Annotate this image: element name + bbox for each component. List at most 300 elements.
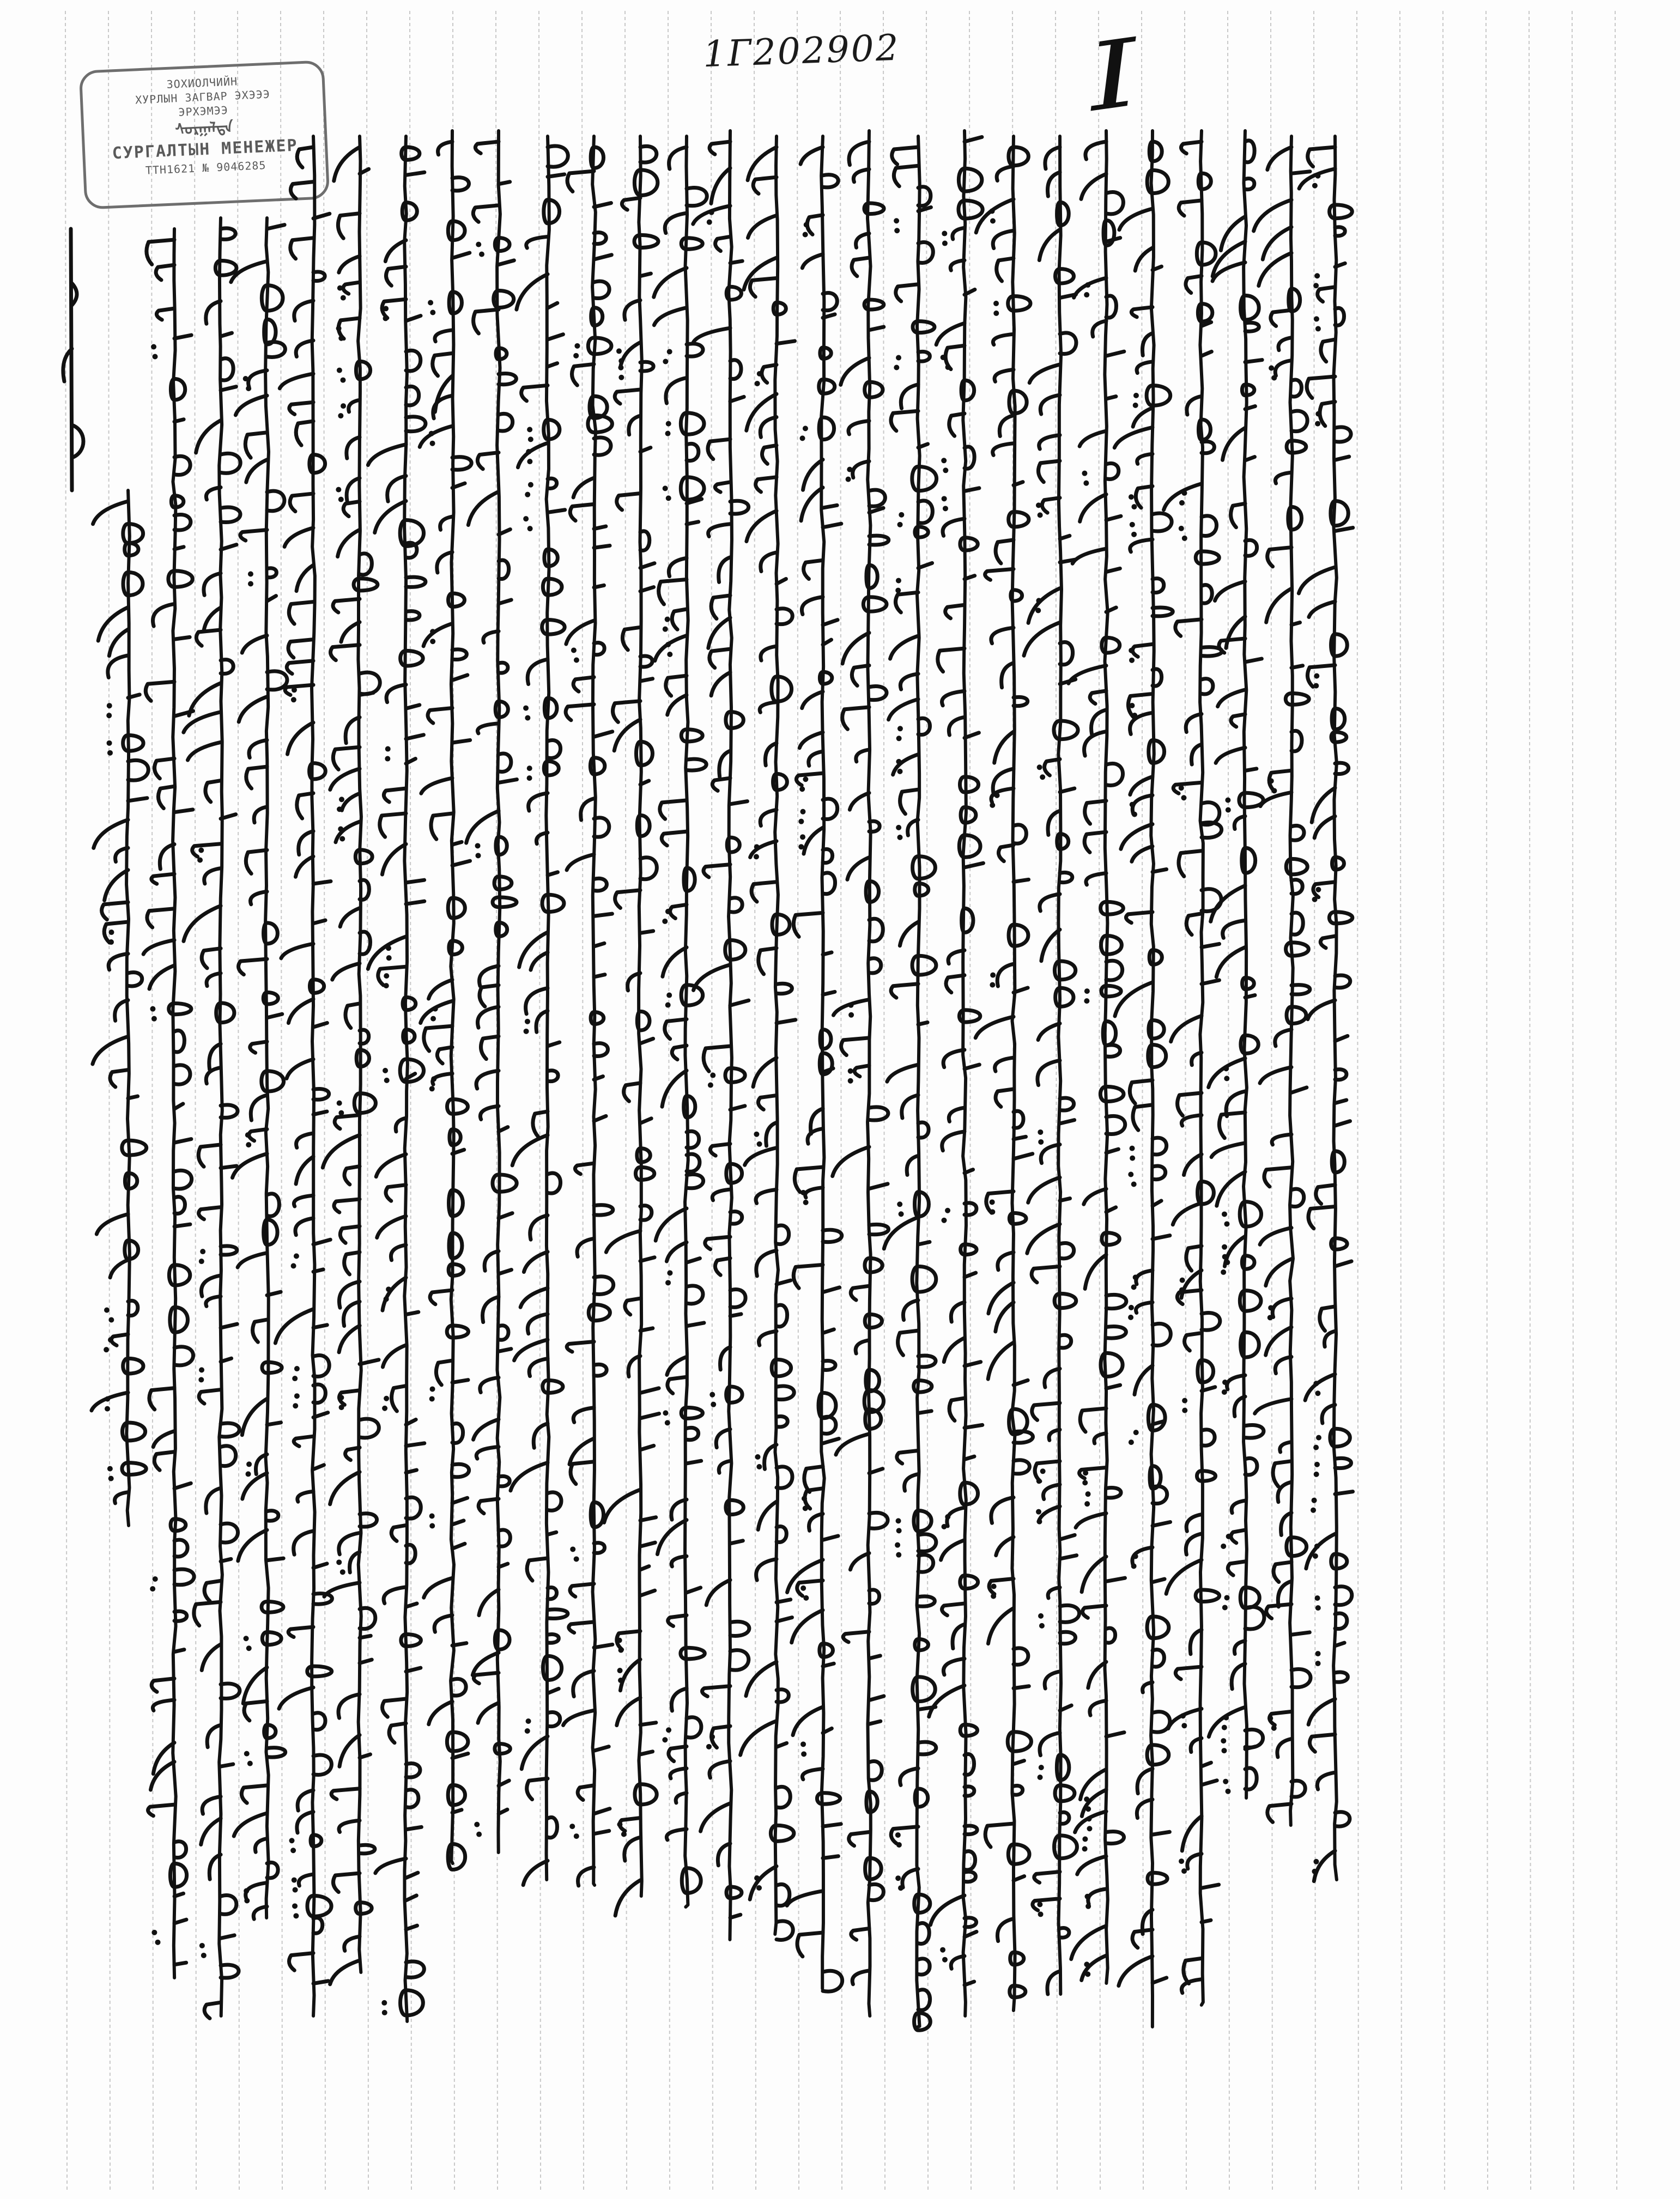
script-dot <box>569 1824 575 1829</box>
script-dot <box>1179 1858 1184 1864</box>
script-dot <box>246 1461 252 1467</box>
script-glyph-stroke <box>192 844 221 856</box>
script-glyph-stroke <box>936 323 965 344</box>
script-dot <box>1040 774 1045 780</box>
script-glyph-stroke <box>474 1673 499 1684</box>
script-glyph-stroke <box>344 1936 360 1951</box>
script-glyph-stroke <box>594 914 612 916</box>
script-dot <box>942 496 947 501</box>
script-glyph-stroke <box>712 1189 730 1200</box>
script-glyph-stroke <box>1135 1365 1153 1394</box>
script-glyph-stroke <box>918 1242 930 1244</box>
script-glyph-stroke <box>406 1470 417 1473</box>
script-glyph-stroke <box>996 1089 1014 1107</box>
script-column-spine <box>126 490 130 1526</box>
script-glyph-stroke <box>703 865 730 877</box>
script-glyph-stroke <box>448 1264 464 1275</box>
script-dot <box>1035 608 1041 613</box>
script-glyph-stroke <box>360 672 380 694</box>
script-glyph-stroke <box>1028 1177 1060 1202</box>
script-glyph-stroke <box>153 1700 174 1710</box>
script-glyph-stroke <box>706 1580 730 1605</box>
script-glyph-stroke <box>573 677 594 691</box>
script-glyph-stroke <box>254 807 267 823</box>
script-glyph-stroke <box>1287 441 1306 453</box>
script-glyph-stroke <box>262 1632 281 1645</box>
script-glyph-stroke <box>290 182 313 199</box>
script-dot <box>942 1957 948 1963</box>
script-glyph-stroke <box>267 225 284 229</box>
script-glyph-stroke <box>708 618 730 648</box>
script-glyph-stroke <box>1014 1648 1028 1665</box>
script-glyph-stroke <box>802 1769 823 1779</box>
script-glyph-stroke <box>730 1650 749 1670</box>
script-glyph-stroke <box>298 1491 313 1502</box>
script-glyph-stroke <box>544 200 560 223</box>
script-glyph-stroke <box>174 1104 183 1109</box>
script-glyph-stroke <box>951 1302 965 1322</box>
script-glyph-stroke <box>275 1309 313 1343</box>
script-dot <box>1086 1816 1091 1821</box>
script-glyph-stroke <box>640 931 653 933</box>
script-glyph-stroke <box>759 1331 777 1345</box>
script-dot <box>1313 683 1319 689</box>
script-dot <box>1224 1595 1230 1600</box>
script-glyph-stroke <box>1272 1298 1291 1317</box>
script-glyph-stroke <box>787 1891 823 1906</box>
script-glyph-stroke <box>493 1175 517 1192</box>
script-glyph-stroke <box>1202 1885 1219 1888</box>
script-glyph-stroke <box>1175 1667 1202 1679</box>
script-glyph-stroke <box>448 898 465 918</box>
script-glyph-stroke <box>1173 1203 1202 1225</box>
script-glyph-stroke <box>1094 1433 1106 1443</box>
script-dot <box>201 1953 207 1958</box>
script-dot <box>1314 273 1320 278</box>
script-dot <box>384 1396 389 1401</box>
script-dot <box>1131 1563 1137 1569</box>
stamp-code: ТТН1621 № 9046285 <box>145 159 266 177</box>
script-dot <box>990 1209 995 1214</box>
script-glyph-stroke <box>571 1462 594 1484</box>
script-glyph-stroke <box>997 964 1014 986</box>
script-dot <box>801 1751 806 1757</box>
script-glyph-stroke <box>313 272 325 281</box>
script-dot <box>527 427 532 432</box>
script-dot <box>895 1832 901 1838</box>
script-glyph-stroke <box>221 507 240 522</box>
script-dot <box>1314 673 1319 679</box>
script-glyph-stroke <box>1271 310 1291 326</box>
script-dot <box>1222 1605 1228 1610</box>
script-glyph-stroke <box>745 1148 777 1165</box>
script-glyph-stroke <box>853 169 869 182</box>
script-glyph-stroke <box>377 1216 406 1237</box>
script-glyph-stroke <box>1008 1844 1029 1864</box>
script-dot <box>108 939 114 945</box>
script-glyph-stroke <box>629 416 640 435</box>
script-glyph-stroke <box>1242 385 1254 396</box>
script-glyph-stroke <box>548 1712 560 1727</box>
script-glyph-stroke <box>797 1933 823 1957</box>
script-glyph-stroke <box>1060 1098 1074 1110</box>
script-glyph-stroke <box>988 1343 1014 1379</box>
script-glyph-stroke <box>895 592 918 612</box>
script-glyph-stroke <box>942 1603 965 1615</box>
script-glyph-stroke <box>666 1242 687 1261</box>
script-glyph-stroke <box>406 577 426 587</box>
script-glyph-stroke <box>1202 516 1217 536</box>
script-glyph-stroke <box>174 1030 184 1052</box>
script-glyph-stroke <box>842 707 869 730</box>
script-glyph-stroke <box>566 621 594 644</box>
script-dot <box>338 1395 344 1400</box>
script-dot <box>667 652 672 657</box>
script-glyph-stroke <box>849 142 869 165</box>
script-glyph-stroke <box>1307 665 1335 687</box>
script-glyph-stroke <box>912 956 936 975</box>
script-glyph-stroke <box>1245 323 1259 331</box>
script-dot <box>1084 988 1090 994</box>
script-dot <box>848 1078 853 1084</box>
script-glyph-stroke <box>918 242 933 263</box>
script-glyph-stroke <box>682 1868 701 1893</box>
script-glyph-stroke <box>730 801 747 804</box>
script-dot <box>666 993 672 998</box>
script-glyph-stroke <box>1197 1471 1215 1481</box>
script-glyph-stroke <box>429 980 452 999</box>
script-dot <box>803 426 808 431</box>
script-dot <box>993 311 999 316</box>
script-glyph-stroke <box>221 1523 238 1542</box>
script-dot <box>1223 1715 1229 1721</box>
script-glyph-stroke <box>1135 248 1153 271</box>
script-dot <box>1313 1445 1319 1450</box>
script-dot <box>755 381 760 386</box>
script-dot <box>1130 1146 1135 1151</box>
script-glyph-stroke <box>1011 590 1022 601</box>
script-glyph-stroke <box>594 1277 614 1295</box>
script-dot <box>1085 1491 1091 1497</box>
script-glyph-stroke <box>475 142 499 153</box>
script-glyph-stroke <box>531 952 548 970</box>
script-glyph-stroke <box>1121 824 1153 849</box>
script-glyph-stroke <box>174 547 184 549</box>
script-dot <box>804 222 809 228</box>
script-glyph-stroke <box>1084 1189 1106 1204</box>
script-glyph-stroke <box>524 1252 548 1272</box>
script-glyph-stroke <box>622 627 640 650</box>
script-dot <box>199 1259 204 1264</box>
script-glyph-stroke <box>104 922 128 943</box>
script-dot <box>1315 1595 1320 1601</box>
script-dot <box>1036 1509 1041 1515</box>
script-glyph-stroke <box>447 1099 468 1114</box>
script-glyph-stroke <box>267 491 284 511</box>
script-glyph-stroke <box>431 813 452 839</box>
script-dot <box>755 1454 761 1460</box>
script-dot <box>151 344 156 349</box>
script-glyph-stroke <box>1202 1430 1215 1445</box>
script-glyph-stroke <box>866 565 877 588</box>
script-glyph-stroke <box>221 228 235 239</box>
script-dot <box>1271 1726 1277 1731</box>
script-glyph-stroke <box>624 300 640 320</box>
script-glyph-stroke <box>1186 1534 1202 1554</box>
script-glyph-stroke <box>1266 1259 1291 1286</box>
script-dot <box>709 1392 715 1398</box>
script-dot <box>896 1528 902 1533</box>
script-glyph-stroke <box>1202 647 1222 656</box>
script-glyph-stroke <box>1335 1036 1348 1041</box>
script-dot <box>798 844 804 849</box>
script-dot <box>799 786 805 792</box>
script-glyph-stroke <box>1055 1785 1075 1801</box>
script-dot <box>1130 522 1135 527</box>
script-glyph-stroke <box>985 569 1014 580</box>
script-glyph-stroke <box>654 268 687 297</box>
script-glyph-stroke <box>1245 1747 1256 1750</box>
script-glyph-stroke <box>526 988 548 1014</box>
script-glyph-stroke <box>666 1829 687 1840</box>
script-glyph-stroke <box>336 822 360 842</box>
script-glyph-stroke <box>527 1314 548 1334</box>
script-dot <box>246 1142 251 1147</box>
script-glyph-stroke <box>1171 1016 1202 1041</box>
script-dot <box>1223 1779 1228 1784</box>
script-glyph-stroke <box>999 415 1014 436</box>
script-glyph-stroke <box>1147 1617 1169 1638</box>
script-glyph-stroke <box>581 799 594 820</box>
script-glyph-stroke <box>758 1095 777 1109</box>
script-glyph-stroke <box>1106 351 1124 356</box>
script-glyph-stroke <box>548 1173 561 1193</box>
script-glyph-stroke <box>1153 1579 1165 1582</box>
script-dot <box>248 571 253 576</box>
script-glyph-stroke <box>548 174 565 177</box>
script-glyph-stroke <box>1060 1243 1074 1259</box>
script-glyph-stroke <box>907 1156 918 1175</box>
script-glyph-stroke <box>1219 1113 1245 1138</box>
script-dot <box>384 983 389 988</box>
script-glyph-stroke <box>625 1298 640 1315</box>
script-dot <box>104 1307 110 1313</box>
script-glyph-stroke <box>997 258 1014 281</box>
script-glyph-stroke <box>391 1245 406 1260</box>
script-dot <box>200 1249 205 1254</box>
script-glyph-stroke <box>149 1388 174 1410</box>
script-glyph-stroke <box>94 820 128 848</box>
script-glyph-stroke <box>777 1417 787 1427</box>
script-dot <box>896 759 901 764</box>
script-dot <box>338 497 344 502</box>
script-dot <box>1226 1789 1231 1794</box>
script-glyph-stroke <box>823 873 835 894</box>
script-dot <box>431 1076 436 1082</box>
script-glyph-stroke <box>716 1429 730 1448</box>
script-dot <box>526 1718 531 1724</box>
script-dot <box>1222 1254 1228 1260</box>
script-dot <box>290 1848 296 1853</box>
script-dot <box>1224 1076 1229 1081</box>
script-dot <box>244 1751 250 1757</box>
script-glyph-stroke <box>313 1269 323 1272</box>
script-glyph-stroke <box>294 1531 313 1554</box>
script-glyph-stroke <box>1014 1785 1023 1795</box>
script-glyph-stroke <box>1309 1734 1335 1752</box>
script-dot <box>150 1586 155 1591</box>
script-glyph-stroke <box>914 2013 931 2030</box>
script-glyph-stroke <box>1106 1628 1115 1643</box>
script-glyph-stroke <box>1071 1926 1106 1959</box>
script-glyph-stroke <box>400 1059 423 1082</box>
script-glyph-stroke <box>448 1785 465 1805</box>
script-glyph-stroke <box>660 800 687 819</box>
script-glyph-stroke <box>1060 1556 1077 1559</box>
script-glyph-stroke <box>620 1660 640 1691</box>
script-glyph-stroke <box>473 205 499 222</box>
script-glyph-stroke <box>429 1702 452 1724</box>
script-dot <box>1084 1894 1090 1899</box>
script-glyph-stroke <box>1202 980 1219 984</box>
script-dot <box>107 703 112 708</box>
script-glyph-stroke <box>1136 1271 1153 1284</box>
script-glyph-stroke <box>993 334 1014 344</box>
script-glyph-stroke <box>1147 385 1170 405</box>
script-glyph-stroke <box>123 572 143 595</box>
script-glyph-stroke <box>499 780 517 783</box>
script-glyph-stroke <box>378 967 406 985</box>
script-dot <box>1315 1661 1321 1666</box>
script-glyph-stroke <box>777 1020 796 1023</box>
script-glyph-stroke <box>433 353 452 375</box>
script-glyph-stroke <box>1153 608 1173 616</box>
script-glyph-stroke <box>1202 1781 1217 1785</box>
script-glyph-stroke <box>594 1747 609 1751</box>
script-glyph-stroke <box>342 793 360 810</box>
script-glyph-stroke <box>529 1359 548 1376</box>
script-glyph-stroke <box>1272 1134 1291 1145</box>
script-dot <box>248 581 253 586</box>
script-glyph-stroke <box>1136 1302 1153 1313</box>
script-dot <box>386 1286 391 1292</box>
script-glyph-stroke <box>750 841 777 858</box>
script-glyph-stroke <box>251 1095 267 1120</box>
script-glyph-stroke <box>480 1377 499 1392</box>
script-glyph-stroke <box>1153 513 1172 531</box>
script-dot <box>244 1888 249 1894</box>
script-glyph-stroke <box>221 1965 239 1978</box>
script-glyph-stroke <box>570 1584 594 1597</box>
script-glyph-stroke <box>406 1827 421 1830</box>
script-glyph-stroke <box>512 1135 548 1165</box>
script-glyph-stroke <box>1181 1271 1202 1298</box>
script-dot <box>429 1513 435 1518</box>
script-glyph-stroke <box>1056 988 1073 1006</box>
script-dot <box>1179 785 1184 791</box>
script-dot <box>709 1734 715 1740</box>
script-glyph-stroke <box>452 1464 469 1477</box>
script-glyph-stroke <box>1196 1590 1220 1602</box>
script-dot <box>1182 536 1187 541</box>
script-glyph-stroke <box>900 789 918 814</box>
script-glyph-stroke <box>340 1226 360 1243</box>
script-glyph-stroke <box>1132 846 1153 861</box>
script-glyph-stroke <box>1002 663 1014 688</box>
script-glyph-stroke <box>902 1095 918 1118</box>
script-glyph-stroke <box>1014 879 1029 882</box>
script-glyph-stroke <box>543 1380 563 1393</box>
script-glyph-stroke <box>384 1587 406 1603</box>
script-glyph-stroke <box>548 872 557 876</box>
script-glyph-stroke <box>548 1609 568 1619</box>
script-dot <box>428 300 433 305</box>
script-glyph-stroke <box>918 1596 935 1606</box>
script-glyph-stroke <box>1264 1168 1291 1187</box>
script-glyph-stroke <box>480 985 499 1006</box>
script-glyph-stroke <box>620 1818 640 1831</box>
script-glyph-stroke <box>221 1935 234 1938</box>
script-glyph-stroke <box>719 751 730 777</box>
script-dot <box>943 506 948 511</box>
script-glyph-stroke <box>1090 1700 1106 1715</box>
script-glyph-stroke <box>478 1703 499 1723</box>
script-glyph-stroke <box>687 1588 701 1593</box>
script-glyph-stroke <box>897 1450 918 1463</box>
script-glyph-stroke <box>110 1260 128 1277</box>
script-glyph-stroke <box>285 685 313 695</box>
script-glyph-stroke <box>1054 721 1078 739</box>
script-glyph-stroke <box>730 898 742 912</box>
script-glyph-stroke <box>1245 1425 1264 1438</box>
script-glyph-stroke <box>941 1540 965 1560</box>
script-glyph-stroke <box>617 1698 640 1726</box>
script-glyph-stroke <box>335 1115 360 1128</box>
script-glyph-stroke <box>313 1981 328 1984</box>
script-dot <box>197 858 203 863</box>
script-glyph-stroke <box>1335 1261 1351 1266</box>
script-glyph-stroke <box>128 798 147 801</box>
script-glyph-stroke <box>481 1036 499 1059</box>
script-glyph-stroke <box>452 1753 468 1758</box>
script-dot <box>108 1476 114 1481</box>
script-dot <box>294 1393 300 1399</box>
script-glyph-stroke <box>330 1472 360 1504</box>
script-dot <box>1036 502 1041 508</box>
script-glyph-stroke <box>452 1498 468 1503</box>
script-glyph-stroke <box>1153 869 1167 872</box>
script-glyph-stroke <box>438 142 452 155</box>
script-glyph-stroke <box>1032 1403 1060 1420</box>
script-glyph-stroke <box>741 1721 777 1755</box>
script-glyph-stroke <box>1009 147 1028 166</box>
script-dot <box>663 359 668 364</box>
script-dot <box>896 1842 902 1848</box>
script-glyph-stroke <box>435 330 452 342</box>
script-glyph-stroke <box>115 1492 128 1503</box>
script-dot <box>754 1132 759 1137</box>
script-glyph-stroke <box>640 679 653 681</box>
script-dot <box>384 1078 390 1083</box>
script-glyph-stroke <box>726 712 743 728</box>
script-glyph-stroke <box>640 1038 653 1043</box>
script-glyph-stroke <box>1286 943 1309 956</box>
script-dot <box>382 1406 387 1411</box>
script-glyph-stroke <box>128 1096 138 1098</box>
script-glyph-stroke <box>913 856 936 879</box>
script-glyph-stroke <box>687 1174 703 1188</box>
script-glyph-stroke <box>339 256 360 272</box>
